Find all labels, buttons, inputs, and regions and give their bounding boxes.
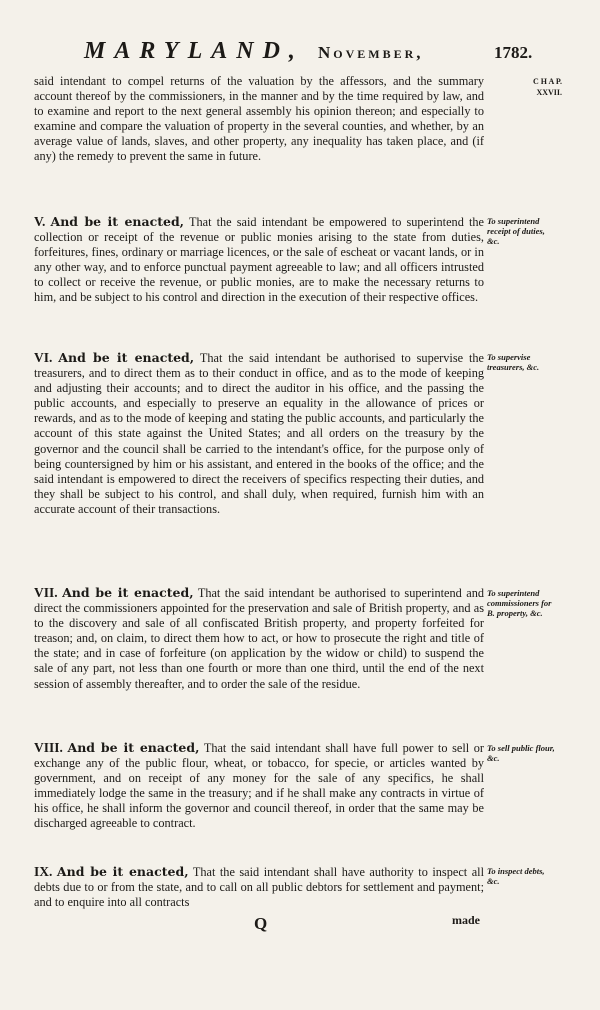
header-year: 1782. [494,43,533,62]
section-vii [34,585,484,692]
section-text: That the said intendant be authorised to superintend and direct the commissioners appointed for the preservation and sale of British property, and as to the discovery and sale of all confiscated British property, and property forfeited for treason; and, on claim, to direct them how to act, or how to prosecute the right and title of the state; and in case of forfeiture (on application by the widow or child) to suspend the sale of any part, not less than one fourth or more than one third, until the end of the next session of assembly thereafter, and to order the sale of the residue. [34,586,485,691]
enacting-clause: And be it enacted, [50,214,185,229]
enacting-clause: And be it enacted, [56,864,189,879]
section-text: That the said intendant be authorised to supervise the treasurers, and to direct them as to their conduct in office, and as to the mode of keeping and adjusting their accounts; and to direct the auditor in his office, and the passing the public accounts, and especially to preserve an equality in the allowance of prices or rewards, and as to the mode of keeping and stating the public accounts, and particularly the account of this state against the United States; and all orders on the treasury by the governor and the council shall be carried to the intendant's office, for the purpose only of being countersigned by him or his assistant, and entered in the books of the office; and the said intendant is empowered to direct the receivers of specifics respecting their duties, and they shall be subject to his control, and shall duly, when required, furnish him with an accurate account of their transactions. [34,351,484,516]
chapter-label: C H A P. [532,77,562,86]
section-paragraph [34,864,484,910]
margin-note-section-vi: To supervise treasurers, &c. [487,352,540,372]
section-paragraph [34,214,484,306]
section-number: IX. [34,864,53,879]
running-head [84,38,584,68]
page-title: MARYLAND, [84,38,304,64]
section-number: V. [34,214,46,229]
section-ix [34,864,484,910]
intro-text: said intendant to compel returns of the valuation by the affessors, and the summary account thereof by the commissioners, in the manner and by the time required by law, and to examine and report to the next general assembly his opinion thereon; and especially to examine and compare the valuation of property in the several counties, and whether, by an average value of lands, slaves, and other property, any inequality has taken place, and (if any) the remedy to prevent the same in future. [34,74,484,164]
section-viii [34,740,484,832]
section-paragraph [34,350,484,517]
header-month: November, [318,43,424,62]
margin-note-section-v: To superintend receipt of duties, &c. [487,216,545,246]
section-text: That the said intendant shall have authority to inspect all debts due to or from the state, and to call on all public debtors for settlement and payment; and to enquire into all contracts [34,865,484,910]
chapter-number: XXVII. [536,88,562,97]
signature-mark: Q [254,914,268,933]
margin-note-section-ix: To inspect debts, &c. [487,866,545,886]
section-paragraph [34,740,484,832]
enacting-clause: And be it enacted, [67,740,200,755]
margin-note-section-vii: To superintend commissioners for B. property, &c. [487,588,552,618]
section-v [34,214,484,306]
section-text: That the said intendant be empowered to superintend the collection or receipt of the revenue or public monies arising to the state from duties, forfeitures, fines, ordinary or marriage licences, or the sale of escheat or vacant lands, or in any other way, and to enforce punctual payment agreeable to law; and all officers intrusted to collect or receive the revenue, or public monies, are to make the necessary returns to him, and be subject to his control and direction in the execution of their respective offices. [34,215,484,305]
section-number: VII. [34,585,58,600]
section-text: That the said intendant shall have full power to sell or exchange any of the public flour, wheat, or tobacco, for specie, or articles wanted by government, and on receipt of any money for the sale of any specifics, he shall immediately lodge the same in the treasury; and if he shall make any contracts in virtue of his office, he shall inform the governor and council thereof, in order that the same may be discharged agreeable to contract. [34,741,485,831]
chapter-reference [502,76,562,98]
section-number: VI. [34,350,53,365]
catchword: made [452,913,480,927]
section-number: VIII. [34,740,63,755]
intro-paragraph [34,74,484,165]
enacting-clause: And be it enacted, [62,585,194,600]
section-paragraph [34,585,484,692]
margin-note-section-viii: To sell public flour, &c. [487,743,555,763]
enacting-clause: And be it enacted, [58,350,195,365]
section-vi [34,350,484,517]
